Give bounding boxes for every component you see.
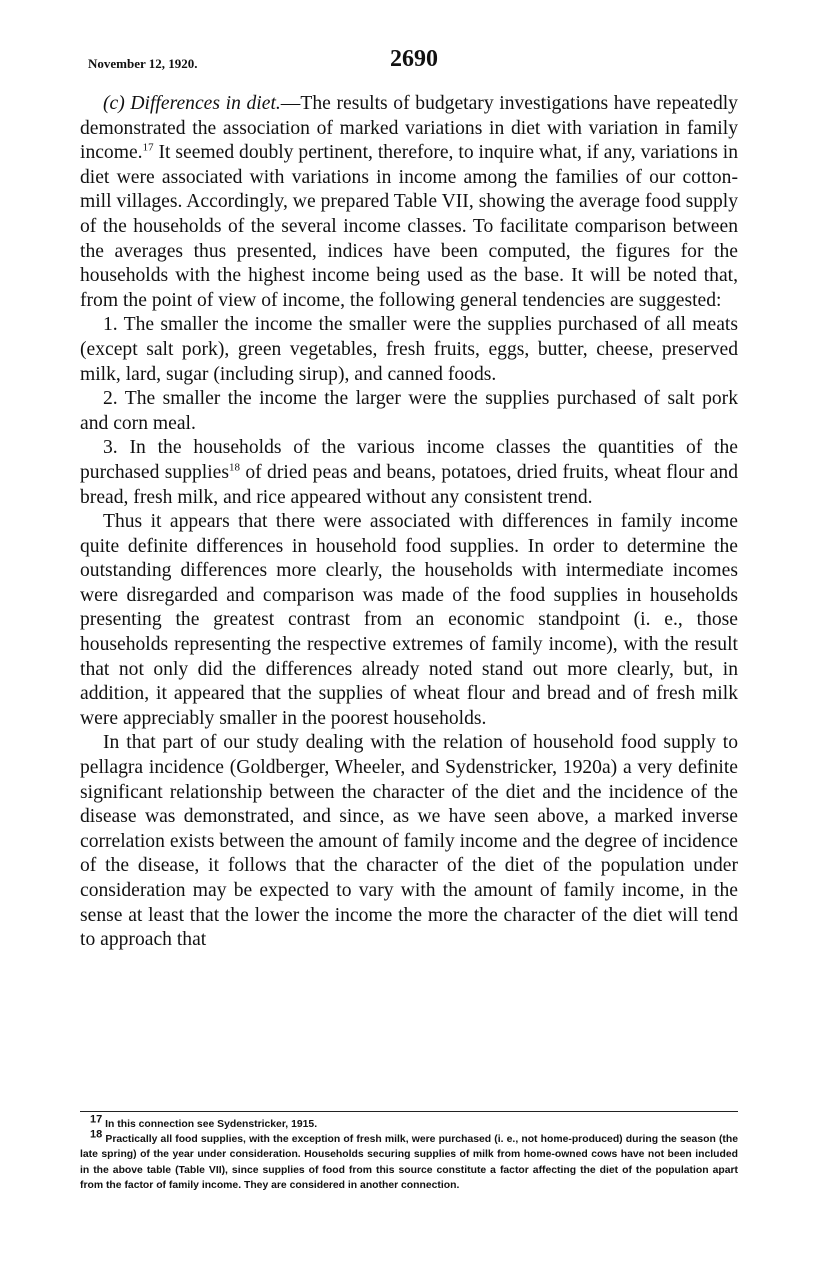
paragraph-2: Thus it appears that there were associated with differences in family income quite definite differences in household food supplies. In order to determine the outstanding differences more clearly, the households with intermediate incomes were disregarded and comparison was made of the food supplies in households presenting the greatest contrast from an economic standpoint (i. e., those households representing the respective extremes of family income), with the result that not only did the differences already noted stand out more clearly, but, in addition, it appeared that the supplies of wheat flour and bread and of fresh milk were appreciably smaller in the poorest households. [80,511,738,729]
footnote-18-text: Practically all food supplies, with the exception of fresh milk, were purchased (i. e., not home-produced) during the season (the late spring) of the year under consideration. Households securing supplies of milk from home-owned cows have not been included in the above table (Table VII), since supplies of food from this source constitute a factor affecting the diet of the population apart from the factor of family income. They are considered in another connection. [80,1134,738,1191]
list-item-3-text: 3. In the households of the various income classes the quantities of the purchased supplies [80,437,738,483]
intro-text: —The results of budgetary investigations have repeatedly demonstrated the association of marked variations in diet with variation in family income. [80,93,738,164]
list-item-1: 1. The smaller the income the smaller were the supplies purchased of all meats (except salt pork), green vegetables, fresh fruits, eggs, butter, cheese, preserved milk, lard, sugar (including sirup), and canned foods. [80,314,738,385]
paragraph-3: In that part of our study dealing with the relation of household food supply to pellagra incidence (Goldberger, Wheeler, and Sydenstricker, 1920a) a very definite significant relationship between the character of the diet and the incidence of the disease was demonstrated, and since, as we have seen above, a marked inverse correlation exists between the amount of family income and the degree of incidence of the disease, it follows that the character of the diet of the population under consideration may be expected to vary with the amount of family income, in the sense at least that the lower the income the more the character of the diet will tend to approach that [80,732,738,951]
footnote-17-mark: 17 [90,1113,103,1126]
footnote-17-text: In this connection see Sydenstricker, 1915. [102,1119,318,1130]
footnotes [80,1113,738,1193]
body-text [80,92,738,953]
footnote-18 [80,1128,738,1193]
footnote-ref-17: 17 [142,141,154,154]
footnote-17 [80,1113,738,1132]
paragraph-intro [80,92,738,313]
list-item-3 [80,436,738,510]
footnote-divider [80,1111,738,1112]
footnote-ref-18: 18 [229,461,241,474]
footnote-18-mark: 18 [90,1128,103,1141]
page-number: 2690 [390,46,438,72]
section-heading: (c) Differences in diet. [103,93,281,114]
list-item-2: 2. The smaller the income the larger were the supplies purchased of salt pork and corn meal. [80,388,738,434]
header-date: November 12, 1920. [88,56,198,71]
list-item-3-text-continued: of dried peas and beans, potatoes, dried fruits, wheat flour and bread, fresh milk, and rice appeared without any consistent trend. [80,461,738,508]
intro-text-continued: It seemed doubly pertinent, therefore, to inquire what, if any, variations in diet were associated with variations in income among the families of our cotton-mill villages. Accordingly, we prepared Table VII, showing the average food supply of the households of the several income classes. To facilitate comparison between the averages thus presented, indices have been computed, the figures for the households with the highest income being used as the base. It will be noted that, from the point of view of income, the following general tendencies are suggested: [80,142,738,311]
